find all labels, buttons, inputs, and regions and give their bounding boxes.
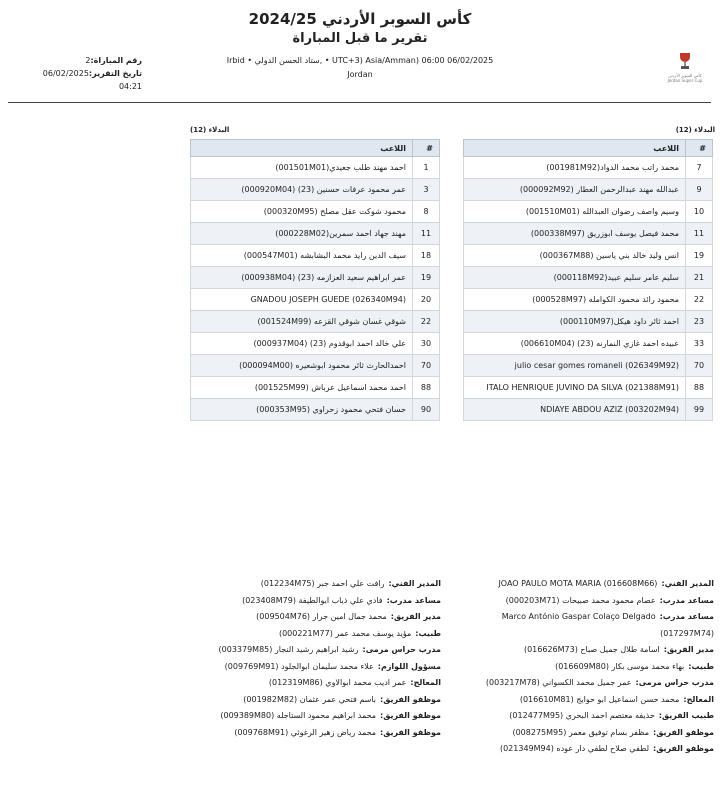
player-name: عبدالله مهند عبدالرحمن العطار (000092M92) [464,179,686,201]
table-header-row [191,140,440,157]
staff-row [195,708,441,725]
player-number: 99 [686,399,713,421]
table-row [191,179,440,201]
player-number: 19 [686,245,713,267]
staff-role: مسؤول اللوازم: [377,661,441,671]
table-row [464,267,713,289]
staff-name: JOAO PAULO MOTA MARIA (016608M66) [498,579,658,588]
staff-row [195,659,441,676]
col-num-header: # [413,140,440,157]
table-row [464,399,713,421]
report-time: 04:21 [118,82,142,91]
table-row [191,289,440,311]
table-row [464,377,713,399]
staff-name: حذيفه معتصم احمد البحري (012477M95) [509,711,655,720]
report-subtitle: تقرير ما قبل المباراة [292,31,428,46]
player-name: سليم عامر سليم عبيد(000118M92) [464,267,686,289]
staff-role: مدير الفريق: [390,612,441,621]
staff-name: باسم فتحي عمر عثمان (001982M82) [243,694,377,704]
staff-row [195,725,441,742]
staff-row [195,576,441,593]
player-name: انس وليد خالد بني ياسين (000367M88) [464,245,686,267]
player-name: مهند جهاد احمد سمرين(000228M02) [191,223,413,245]
staff-role: مساعد مدرب: [659,595,714,605]
table-row [464,311,713,333]
player-number: 20 [413,289,440,311]
player-number: 88 [686,377,713,399]
roster-table-left [190,139,440,421]
report-date: 06/02/2025 [42,69,89,78]
player-name: حسان فتحي محمود زحراوي (000353M95) [191,399,413,421]
player-number: 22 [686,289,713,311]
staff-role: مساعد مدرب: [659,612,714,621]
player-number: 70 [413,355,440,377]
staff-row [470,741,714,758]
player-number: 19 [413,267,440,289]
staff-name: محمد رياض زهير الرغوثي (009768M91) [234,727,377,737]
match-number: 2 [85,56,91,65]
table-row [191,399,440,421]
staff-role: المعالج: [410,678,441,687]
staff-role: موظفو الفريق: [653,744,714,753]
staff-row [195,626,441,643]
col-player-header: اللاعب [464,140,686,157]
player-number: 30 [413,333,440,355]
player-name: احمد محمد اسماعيل عرباش (001525M99) [191,377,413,399]
table-header-row [464,140,713,157]
table-row [191,377,440,399]
table-row [191,333,440,355]
table-row [464,333,713,355]
match-number-label: رقم المباراة: [90,56,142,65]
table-row [464,289,713,311]
table-row [464,201,713,223]
player-name: GNADOU JOSEPH GUEDE (026340M94) [191,289,413,311]
staff-row [195,675,441,692]
player-name: احمد مهند طلب جعيدي(001501M01) [191,157,413,179]
player-number: 22 [413,311,440,333]
bench-label-right: البدلاء (12) [675,126,715,134]
player-name: julio cesar gomes romaneli (026349M92) [464,355,686,377]
player-number: 88 [413,377,440,399]
table-row [464,157,713,179]
staff-row [195,593,441,610]
report-date-label: تاريخ التقرير: [88,69,142,78]
staff-name: فادي علي ذياب ابوالطيفة (023408M79) [242,595,383,605]
header-divider [8,102,711,103]
table-row [191,311,440,333]
table-row [464,245,713,267]
report-title: كأس السوبر الأردني 2024/25 [248,10,472,28]
staff-role: مساعد مدرب: [386,595,441,605]
staff-role: مدرب حراس مرمى: [362,645,441,654]
venue-info [200,54,520,82]
player-number: 11 [413,223,440,245]
player-name: عمر ابراهيم سعيد العزازمه (23) (000938M04) [191,267,413,289]
table-row [191,355,440,377]
bench-label-left: البدلاء (12) [190,126,230,134]
player-name: ITALO HENRIQUE JUVINO DA SILVA (021388M91) [464,377,686,399]
staff-name: Marco António Gaspar Colaço Delgado (017297M74) [501,612,714,638]
table-row [464,223,713,245]
staff-name: مؤيد يوسف محمد عمر (000221M77) [278,628,412,638]
staff-name: عمر جميل محمد الكسواني (003217M78) [485,678,632,687]
player-number: 8 [413,201,440,223]
staff-row [195,692,441,709]
player-name: احمدالحارث ثائر محمود ابوشعيره (000094M00) [191,355,413,377]
player-name: وسيم واصف رضوان العبدالله (001510M01) [464,201,686,223]
player-name: NDIAYE ABDOU AZIZ (003202M94) [464,399,686,421]
staff-row [195,642,441,659]
staff-row [470,593,714,610]
staff-row [470,725,714,742]
staff-role: المعالج: [683,694,714,704]
player-number: 21 [686,267,713,289]
player-name: محمود شوكت عقل مصلح (000320M95) [191,201,413,223]
staff-role: المدير الفني: [661,579,714,588]
player-name: علي خالد احمد ابوقدوم (23) (000937M04) [191,333,413,355]
table-row [191,267,440,289]
staff-role: طبيب: [688,661,714,671]
staff-row [470,692,714,709]
player-number: 11 [686,223,713,245]
table-row [464,179,713,201]
table-row [191,223,440,245]
staff-name: رشيد ابراهيم رشيد النجار (003379M85) [218,645,359,654]
player-name: شوقي غسان شوقي القزعه (001524M99) [191,311,413,333]
col-num-header: # [686,140,713,157]
staff-role: المدير الفني: [388,579,441,588]
staff-role: موظفو الفريق: [380,727,441,737]
player-name: احمد ثائر داود هيكل(000110M97) [464,311,686,333]
staff-row [470,576,714,593]
staff-row [470,675,714,692]
staff-name: لطفي صلاح لطفي دار عوده (021349M94) [499,744,650,753]
roster-table-right [463,139,713,421]
venue-country: Jordan [347,70,373,79]
staff-role: موظفو الفريق: [380,694,441,704]
player-number: 7 [686,157,713,179]
staff-name: بهاء محمد موسى بكار (016609M80) [555,661,685,671]
staff-row [470,659,714,676]
player-number: 1 [413,157,440,179]
player-number: 33 [686,333,713,355]
player-number: 70 [686,355,713,377]
staff-row [195,609,441,626]
staff-role: طبيب: [415,628,441,638]
table-row [191,201,440,223]
player-name: محمد فيصل يوسف ابوزريق (000338M97) [464,223,686,245]
trophy-icon [677,52,693,70]
staff-name: محمد جمال امين جرار (009504M76) [256,612,387,621]
player-number: 18 [413,245,440,267]
staff-role: طبيب الفريق: [658,711,714,720]
player-name: محمد راتب محمد الدواد(001981M92) [464,157,686,179]
venue-line: Irbid • ستاد الحسن الدولي, • UTC+3) Asia/Amman) 06:00 06/02/2025 [226,56,494,65]
player-name: عبيده احمد غازي النمارنه (23) (006610M04) [464,333,686,355]
staff-row [470,609,714,642]
player-number: 9 [686,179,713,201]
logo-text-ar: كأس السوبر الأردني [668,73,702,78]
logo-text-en: Jordan Super Cup [667,78,703,83]
staff-row [470,642,714,659]
staff-row [470,708,714,725]
staff-name: مظفر بسام توفيق معمر (008275M95) [512,727,650,737]
col-player-header: اللاعب [191,140,413,157]
table-row [191,245,440,267]
table-row [191,157,440,179]
staff-name: اسامة طلال جميل صباح (016626M73) [523,645,660,654]
staff-role: مدرب حراس مرمى: [635,678,714,687]
staff-name: رافت علي احمد جبر (012234M75) [260,579,385,588]
player-name: سيف الدين رايد محمد البشابشه (000547M01) [191,245,413,267]
player-number: 10 [686,201,713,223]
staff-list-right [470,576,714,758]
table-row [464,355,713,377]
cup-logo [665,52,705,83]
staff-name: عصام محمود محمد صبيحات (000203M71) [505,595,656,605]
staff-name: محمد ابراهيم محمود الستاجله (009389M80) [220,711,377,720]
player-number: 3 [413,179,440,201]
match-meta [10,54,142,93]
staff-role: موظفو الفريق: [653,727,714,737]
player-number: 23 [686,311,713,333]
staff-name: محمد حسن اسماعيل ابو حوايج (016610M81) [519,694,680,704]
staff-role: موظفو الفريق: [380,711,441,720]
staff-role: مدير الفريق: [663,645,714,654]
player-number: 90 [413,399,440,421]
staff-name: علاء محمد سليمان ابوالجلود (009769M91) [224,661,374,671]
player-name: محمود رائد محمود الكوامله (000528M97) [464,289,686,311]
player-name: عمر محمود عرفات حسنين (23) (000920M04) [191,179,413,201]
staff-list-left [195,576,441,741]
staff-name: عمر اديب محمد ابوالاوي (012319M86) [268,678,407,687]
